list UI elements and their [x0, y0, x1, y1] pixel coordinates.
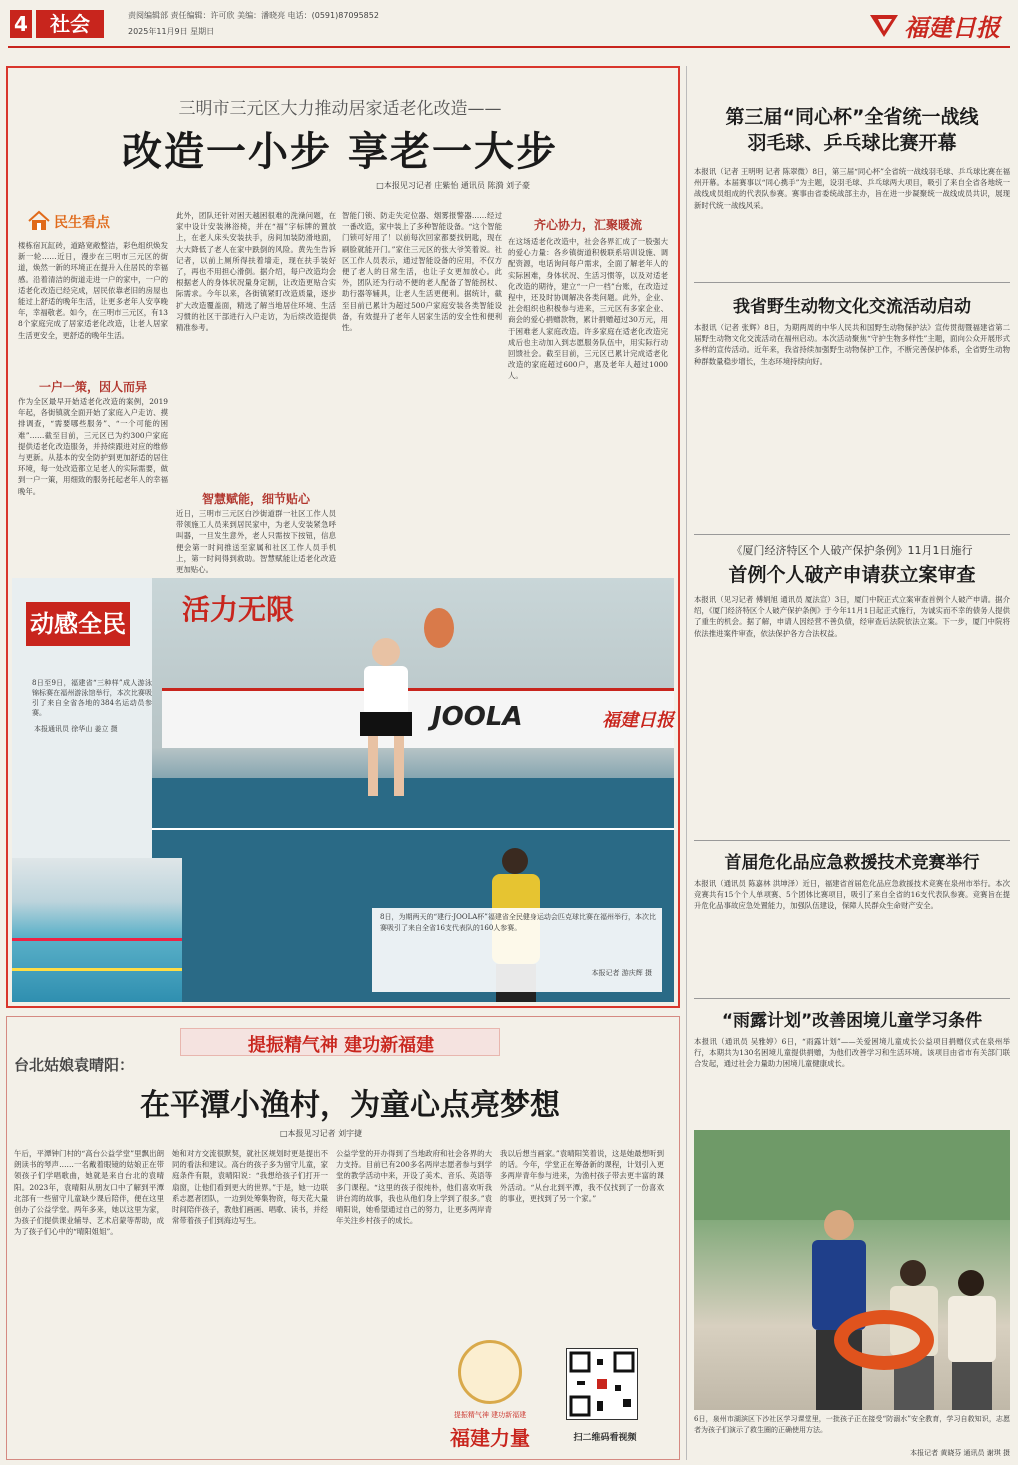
rc-story2-title: 我省野生动物文化交流活动启动	[733, 297, 971, 317]
rc-story5-text: 本报讯（通讯员 吴雅婷）6日，“雨露计划”——关爱困境儿童成长公益项目捐赠仪式在泉州举行，本期共为130名困境儿童提供捐赠，为他们改善学习和生活环境。该项目由省市有关部门联合发起，通过社会力量助力困境儿童健康成长。	[694, 1037, 1010, 1069]
banner-left: 动感全民	[26, 602, 130, 646]
rc-story1-title1: 第三届“同心杯”全省统一战线	[725, 106, 979, 128]
issue-date: 2025年11月9日 星期日	[128, 27, 215, 36]
watermark-text: 福建日报	[602, 710, 674, 731]
lifebuoy-icon	[834, 1310, 934, 1370]
second-story-kicker: 台北姑娘袁晴阳：	[14, 1056, 135, 1074]
promo-circle	[458, 1340, 522, 1404]
qr-code-icon	[567, 1349, 637, 1419]
rc-story2-text: 本报讯（记者 张辉）8日，为期两周的中华人民共和国野生动物保护法》宣传贯彻暨福建省第二届野生动物文化交流活动在福州启动。本次活动聚焦“守护生物多样性”主题，面向公众开展形式多样的宣传活动。近年来，我省持续加强野生动物保护工作，不断完善保护体系，全省野生动物种群数量稳步增长，生态环境持续向好。	[694, 323, 1010, 366]
qr-caption: 扫二维码看视频	[573, 1433, 637, 1443]
top-story-col2: 此外，团队还针对困天越困很难的洗澡问题，在家中设计安装淋浴椅，并在“福”字标牌的置放上，在老人床头安装扶手，房间加装防滑地面，大大降低了老人在家中跌倒的风险。黄先生告诉记者，以前上厕所得扶着墙走，现在扶手装好了，再也不用担心滑倒。据介绍，每户改造均会根据老人的身体状况量身定制，让改造更贴合实际需求。今年以来，各街镇紧盯改造质量，逐步扩大改造覆盖面，精选了解当地居住环境、生活习惯的社区干部进行入户走访，为后续改造提供精准参考。	[176, 211, 336, 333]
rc-story5-title: “雨露计划”改善困境儿童学习条件	[721, 1011, 983, 1031]
photo-feature	[12, 578, 674, 1002]
top-story-byline: □本报见习记者 庄紫怡 通讯员 陈漪 刘子豪	[376, 181, 530, 190]
second-story-col2: 她和对方交流很默契，就社区规划时更是提出不同的看法和建议。高台的孩子多为留守儿童，家庭条件有限，袁晴阳说：“我想给孩子们打开一扇窗，让他们看到更大的世界。”于是，她一边联系志愿者团队，一边到处筹集物资，每天花大量时间陪伴孩子，教他们画画、唱歌、读书，并经常带着孩子们到海边写生。	[172, 1149, 328, 1226]
top-story-col4: 在这场适老化改造中，社会各界汇成了一股强大的爱心力量：各乡镇街道积极联系培训设施、调配资源，电话询问每户需求，全面了解老年人的实际困难，身体状况、生活习惯等，以及对适老化改造的期待，建立“一户一档”台账，在改造过程中，还及时协调解决各类问题。此外，企业、社会组织也积极参与进来，三元区有多家企业、商会的爱心捐赠款物，累计捐赠超过30万元，用于困难老人家庭改造。许多家庭在适老化改造完成后也主动加入到志愿服务队伍中，用实际行动回馈社会。截至目前，三元区已累计完成适老化改造的家庭超过600户，惠及老年人超过1000人。	[508, 237, 668, 381]
credit2: 本报记者 游庆辉 摄	[591, 969, 652, 977]
logo-swoosh-icon	[868, 9, 900, 39]
top-story-col1b: 作为全区最早开始适老化改造的案例，2019年起，各街镇就全面开始了家庭入户走访、摸排调查，“需要哪些服务”、“一个可能的困难”……截至目前，三元区已为约300户家庭提供适老化改造服务，并持续跟进对应的维修与更新。从基本的安全防护到更加舒适的居住环境，每一处改造都立足老人的实际需要，做到一户一策，用细致的服务托起老年人的幸福晚年。	[18, 397, 168, 496]
section-name: 社会	[36, 10, 104, 38]
section-head-2: 智慧赋能，细节贴心	[201, 492, 310, 506]
top-story-col2b: 近日，三明市三元区白沙街道群一社区工作人员带领施工人员来到居民家中，为老人安装紧急呼叫器，一旦发生意外，老人只需按下按钮，信息便会第一时间推送至家属和社区工作人员手机上，第一时间得到救助。智慧赋能让适老化改造更加贴心。	[176, 509, 336, 575]
rc-photo-caption: 6日，泉州市湖滨区下沙社区学习课堂里，一批孩子正在接受“防溺水”安全教育，学习自救知识，志愿者为孩子们演示了救生圈的正确使用方法。	[694, 1415, 1010, 1434]
rc-story3-text: 本报讯（见习记者 傅娟旭 通讯员 厦法宣）3日，厦门中院正式立案审查首例个人破产申请。据介绍，《厦门经济特区个人破产保护条例》于今年11月1日起正式施行，为诚实而不幸的债务人提供了重生的机会。据了解，申请人因经营不善负债，经审查后法院依法立案。下一步，厦门中院将依法推进案件审查，依法保护各方合法权益。	[694, 595, 1010, 638]
rc-photo-credit: 本报记者 黄晓芬 通讯员 谢琪 摄	[910, 1449, 1010, 1457]
rc-story1-title2: 羽毛球、乒乓球比赛开幕	[747, 132, 957, 154]
pool-lane	[12, 938, 182, 941]
caption2: 8日，为期两天的“建行·JOOLA杯”福建省全民健身运动会匹克球比赛在福州举行，本次比赛吸引了来自全省16支代表队的160人参赛。	[380, 913, 656, 932]
rc-photo-person-3	[944, 1270, 1000, 1410]
second-story-byline: □本报见习记者 刘宇捷	[280, 1129, 363, 1138]
rc-story4-title: 首届危化品应急救援技术竞赛举行	[724, 853, 980, 873]
logo	[868, 6, 1008, 44]
caption1: 8日至9日，福建省“三种样”成人游泳锦标赛在福州游泳馆举行，本次比赛吸引了来自全省各地的384名运动员参赛。	[32, 679, 152, 717]
promo-slogan: 提振精气神 建功新福建	[453, 1411, 527, 1419]
rc-photo-person-1	[804, 1210, 874, 1410]
qr-code[interactable]	[566, 1348, 638, 1420]
player-figure	[342, 638, 432, 808]
section-head-1: 一户一策，因人而异	[38, 380, 147, 394]
second-story-title: 在平潭小渔村，为童心点亮梦想	[140, 1088, 560, 1123]
editors-line: 责阅编辑部 责任编辑：许可欣 美编：潘晓亮 电话：(0591)87095852	[128, 11, 379, 20]
credit1: 本报通讯员 徐华山 姜立 摄	[34, 725, 118, 733]
second-story-col1: 午后，平潭钟门村的“高台公益学堂”里飘出朗朗读书的琴声……一名戴着眼镜的姑娘正在带领孩子们学唱歌曲，她就是来自台北的袁晴阳。2023年，袁晴阳从朋友口中了解到平潭北部有一些留守儿童缺少课后陪伴，便在这里创办了公益学堂。两年多来，她以这里为家，为孩子们提供课业辅导、艺术启蒙等帮助，成为了孩子们心中的“晴阳姐姐”。	[14, 1149, 164, 1237]
bottom-banner-text: 提振精气神 建功新福建	[247, 1035, 435, 1056]
logo-text: 福建日报	[904, 13, 1000, 42]
swimming-photo	[12, 858, 182, 1002]
promo-brand: 福建力量	[450, 1426, 530, 1450]
kicker-label: 民生看点	[54, 215, 110, 231]
top-story-col3: 智能门锁、防走失定位器、烟雾报警器……经过一番改造，家中装上了多种智能设备。“这个智能门锁可好用了！以前每次回家都要找钥匙，现在刷脸就能开门。”家住三元区的张大爷笑着说。社区工作人员表示，通过智能设备的应用，不仅方便了老人的日常生活，也让子女更加放心。此外，团队还为行动不便的老人配备了智能拐杖、助行器等辅具，让老人生活更便利。据统计，截至目前已累计为超过500户家庭安装各类智能设备，有效提升了老年人居家生活的安全性和便利性。	[342, 211, 502, 333]
second-story-col4: 我以后想当画家。”袁晴阳笑着说，这是她最想听到的话。今年，学堂正在筹备新的课程，计划引入更多两岸青年参与进来，为渔村孩子带去更丰富的课外活动。“从台北到平潭，我不仅找到了一份喜欢的事业，更找到了另一个家。”	[500, 1149, 664, 1203]
pool-lane-2	[12, 968, 182, 971]
sponsor-text: JOOLA	[432, 702, 523, 732]
rc-photo-wall	[694, 1130, 1010, 1220]
house-icon	[28, 211, 50, 231]
top-story-col1: 楼栋宿瓦缸砖，道路宽敞整洁，彩色组织焕发新一轮……近日，漫步在三明市三元区的街道，焕然一新的环境正在提升入住居民的幸福感。沿着清洁的街道走进一户的家中，一户的适老化改造已经完成，居民依靠老旧的房屋也能过上舒适的晚年生活，让更多老年人安享晚年，幸福敬老。如今，在三明市三元区，有138个家庭完成了居家适老化改造，让老人居家生活更安全，更舒适的晚年生活。	[18, 241, 168, 340]
page-number: 4	[10, 10, 32, 38]
rc-story3-title: 首例个人破产申请获立案审查	[728, 564, 976, 586]
kicker-box	[28, 210, 148, 232]
court-net	[152, 828, 674, 830]
rc-story4-text: 本报讯（通讯员 陈嘉林 洪坤泽）近日，福建省首届危化品应急救援技术竞赛在泉州市举行。本次竞赛共有15个个人单项赛、5个团体比赛项目，吸引了来自全省的16支代表队参赛。竞赛旨在提升危化品事故应急处置能力，加强队伍建设，保障人民群众生命财产安全。	[694, 879, 1010, 911]
rc-story3-kicker: 《厦门经济特区个人破产保护条例》11月1日施行	[731, 544, 973, 557]
masthead	[0, 0, 1018, 50]
rc-photo	[694, 1130, 1010, 1410]
promo-badge	[430, 1340, 550, 1450]
banner-right: 活力无限	[182, 593, 295, 626]
paddle	[424, 608, 454, 648]
rc-story1-text: 本报讯（记者 王明明 记者 陈翠微）8日，第三届“同心杯”全省统一战线羽毛球、乒乓球比赛在福州开幕。本届赛事以“同心携手”为主题，设羽毛球、乒乓球两大项目，吸引了来自全省各地统一战线成员组成的代表队参赛。赛事由省委统战部主办，旨在进一步凝聚统一战线成员共识，展现新时代统一战线风采。	[694, 167, 1010, 210]
section-head-3: 齐心协力，汇聚暖流	[533, 218, 642, 232]
top-story-subtitle: 三明市三元区大力推动居家适老化改造——	[178, 99, 502, 119]
top-story-title: 改造一小步 享老一大步	[122, 129, 558, 175]
second-story-col3: 公益学堂的开办得到了当地政府和社会各界的大力支持。目前已有200多名两岸志愿者参与到学堂的教学活动中来，开设了美术、音乐、英语等多门课程。“这里的孩子很纯朴，他们喜欢听我讲台湾的故事，我也从他们身上学到了很多。”袁晴阳说，她希望通过自己的努力，让更多两岸青年关注乡村孩子的成长。	[336, 1149, 492, 1226]
